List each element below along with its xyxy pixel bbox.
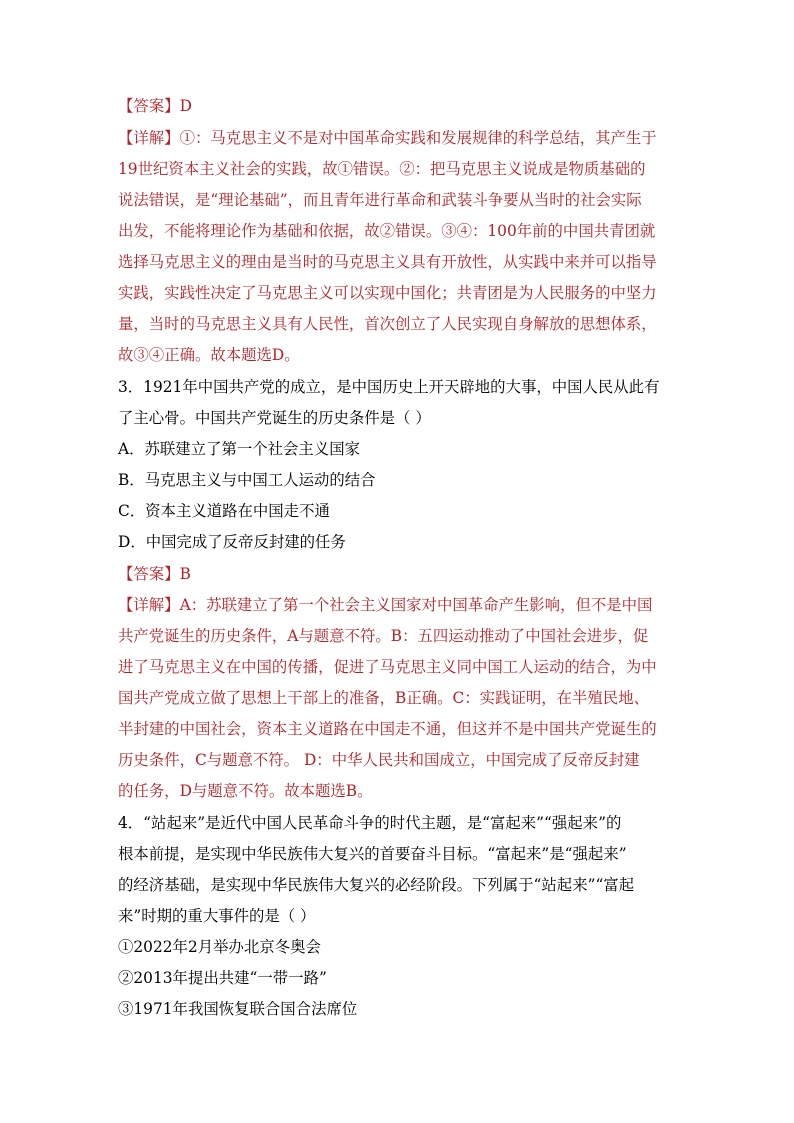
detail-text: A：苏联建立了第一个社会主义国家对中国革命产生影响，但不是中国: [179, 596, 653, 614]
detail-line: 的任务，D与题意不符。故本题选B。: [118, 782, 373, 800]
answer-line-q3: [118, 564, 191, 584]
detail-tag: 【详解】: [118, 129, 180, 147]
answer-value: D: [179, 97, 192, 115]
detail-line: 故③④正确。故本题选D。: [118, 346, 300, 364]
answer-line-q2: [118, 96, 192, 116]
question-4-stem: 根本前提，是实现中华民族伟大复兴的首要奋斗目标。“富起来”是“强起来”: [118, 845, 627, 863]
detail-line: 共产党诞生的历史条件，A与题意不符。B：五四运动推动了中国社会进步，促: [118, 627, 649, 645]
question-3-option-d: D．中国完成了反帝反封建的任务: [118, 533, 346, 551]
detail-line: 量，当时的马克思主义具有人民性，首次创立了人民实现自身解放的思想体系，: [118, 315, 657, 333]
detail-tag: 【详解】: [118, 596, 180, 614]
detail-line: 选择马克思主义的理由是当时的马克思主义具有开放性，从实践中来并可以指导: [118, 253, 657, 271]
question-4-option-3: ③1971年我国恢复联合国合法席位: [118, 1000, 358, 1018]
question-3-stem: 3．1921年中国共产党的成立，是中国历史上开天辟地的大事，中国人民从此有: [118, 378, 660, 396]
question-4-stem: 来”时期的重大事件的是（ ）: [118, 907, 316, 925]
question-3-option-b: B．马克思主义与中国工人运动的结合: [118, 471, 376, 489]
question-3-option-c: C．资本主义道路在中国走不通: [118, 502, 330, 520]
answer-tag: 【答案】: [118, 97, 180, 115]
detail-line: 说法错误，是“理论基础”，而且青年进行革命和武装斗争要从当时的社会实际: [118, 191, 642, 209]
detail-text: ①：马克思主义不是对中国革命实践和发展规律的科学总结，其产生于: [179, 129, 657, 147]
answer-value: B: [179, 565, 191, 583]
question-4-option-1: ①2022年2月举办北京冬奥会: [118, 938, 321, 956]
question-4-option-2: ②2013年提出共建“一带一路”: [118, 969, 327, 987]
detail-line: 19世纪资本主义社会的实践，故①错误。②：把马克思主义说成是物质基础的: [118, 160, 646, 178]
question-4-stem: 的经济基础，是实现中华民族伟大复兴的必经阶段。下列属于“站起来”“富起: [118, 876, 635, 894]
answer-tag: 【答案】: [118, 565, 180, 583]
detail-line: [118, 595, 652, 615]
detail-line: 半封建的中国社会，资本主义道路在中国走不通，但这并不是中国共产党诞生的: [118, 720, 657, 738]
detail-line: 进了马克思主义在中国的传播，促进了马克思主义同中国工人运动的结合，为中: [118, 658, 657, 676]
question-3-option-a: A．苏联建立了第一个社会主义国家: [118, 440, 360, 458]
detail-line: 出发，不能将理论作为基础和依据，故②错误。③④：100年前的中国共青团就: [118, 222, 656, 240]
question-3-stem: 了主心骨。中国共产党诞生的历史条件是（ ）: [118, 409, 431, 427]
detail-line: 实践，实践性决定了马克思主义可以实现中国化；共青团是为人民服务的中坚力: [118, 284, 657, 302]
detail-line: 国共产党成立做了思想上干部上的准备，B正确。C：实践证明，在半殖民地、: [118, 689, 649, 707]
detail-line: [118, 128, 657, 148]
question-4-stem: 4．“站起来”是近代中国人民革命斗争的时代主题，是“富起来”“强起来”的: [118, 814, 622, 832]
detail-line: 历史条件，C与题意不符。 D：中华人民共和国成立，中国完成了反帝反封建: [118, 751, 640, 769]
